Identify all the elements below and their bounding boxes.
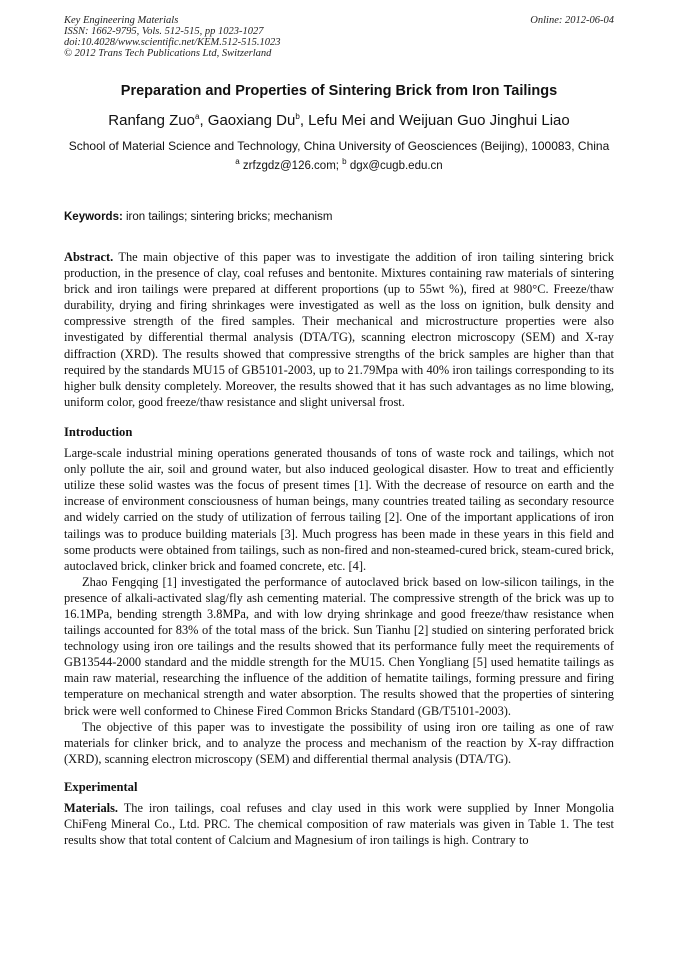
- abstract-text: The main objective of this paper was to investigate the addition of iron tailing sintering brick production, in the presence of clay, coal refuses and bentonite. Mixtures containing raw materials of sintering brick and iron tailings were prepared at different proportions (up to 55wt %), fired at 980°C. Freeze/thaw durability, drying and firing shrinkages were investigated as well as the loss on ignition, bulk density and compressive strength of the fired samples. Their mechanical and microstructure properties were also investigated by differential thermal analysis (DTA/TG), scanning electron microscopy (SEM) and X-ray diffraction (XRD). The results showed that compressive strengths of the brick samples are higher than that required by the standards MU15 of GB5101-2003, up to 21.79Mpa with 40% iron tailings corresponding to its higher bulk density completely. Moreover, the results showed that it has such advantages as no lime blowing, uniform color, good freeze/thaw resistance and slight universal frost.: [64, 250, 614, 409]
- email-link[interactable]: zrfzgdz@126.com;: [239, 160, 343, 172]
- author-separator: ,: [199, 112, 208, 129]
- email-superscript: b: [342, 157, 347, 167]
- body-paragraph: Large-scale industrial mining operations generated thousands of tons of waste rock and tailings, which not only pollute the air, soil and ground water, but also induced geological disaster. How to treat and efficiently utilize these solid wastes was the focus of present times [1]. With the decrease of resource on earth and the increase of environment consciousness of human beings, many countries treated tailing as secondary resource and widely carried on the study of utilization of ferrous tailing [2]. One of the important applications of iron tailings was to produce building materials [3]. Much progress has been made in these years in this field and some products were obtained from tailings, such as non-fired and non-steamed-cured brick, steam-cured brick, autoclaved brick, clinker brick and foamed concrete, etc. [4].: [64, 446, 614, 573]
- author-superscript: a: [195, 112, 200, 121]
- keywords-text: iron tailings; sintering bricks; mechanism: [122, 211, 333, 223]
- author-names-rest: , Lefu Mei and Weijuan Guo Jinghui Liao: [299, 112, 570, 129]
- paper-body: [64, 249, 614, 848]
- journal-copyright: © 2012 Trans Tech Publications Ltd, Switzerland: [64, 48, 272, 59]
- journal-issn: ISSN: 1662-9795, Vols. 512-515, pp 1023-1027: [64, 26, 264, 37]
- section-heading-experimental: Experimental: [64, 779, 138, 794]
- author-superscript: b: [295, 112, 300, 121]
- author-list: [64, 112, 614, 130]
- keywords: [64, 210, 614, 225]
- materials-text: The iron tailings, coal refuses and clay used in this work were supplied by Inner Mongolia ChiFeng Mineral Co., Ltd. PRC. The chemical composition of raw materials was given in Table 1. The test results show that total content of Calcium and Magnesium of iron tailings is high. Contrary to: [64, 801, 614, 848]
- paper-title: Preparation and Properties of Sintering Brick from Iron Tailings: [120, 83, 558, 99]
- keywords-label: Keywords:: [64, 211, 123, 223]
- body-paragraph: The objective of this paper was to investigate the possibility of using iron ore tailing as one of raw materials for clinker brick, and to analyze the process and mechanism of the reaction by X-ray diffraction (XRD), scanning electron microscopy (SEM) and differential thermal analysis (DTA/TG).: [64, 719, 614, 766]
- email-link[interactable]: dgx@cugb.edu.cn: [346, 160, 443, 172]
- section-heading-introduction: Introduction: [64, 424, 133, 439]
- author-name: Ranfang Zuo: [108, 112, 195, 129]
- title-block: [64, 82, 614, 174]
- abstract-label: Abstract.: [64, 250, 114, 264]
- journal-name: Key Engineering Materials: [64, 15, 179, 26]
- email-superscript: a: [235, 157, 240, 167]
- author-emails: [64, 158, 614, 174]
- journal-doi[interactable]: doi:10.4028/www.scientific.net/KEM.512-515.1023: [64, 37, 281, 48]
- materials-label: Materials.: [64, 801, 119, 815]
- materials-paragraph: [64, 800, 614, 848]
- journal-header: [64, 15, 614, 59]
- online-date: Online: 2012-06-04: [530, 15, 614, 26]
- body-paragraph: Zhao Fengqing [1] investigated the performance of autoclaved brick based on low-silicon tailings, in the presence of alkali-activated slag/fly ash cementing material. The compressive strength of the brick was up to 16.1MPa, bending strength 3.8MPa, and with low drying shrinkage and good freeze/thaw resistance when tailings accounted for 83% of the total mass of the brick. Sun Tianhu [2] studied on sintering perforated brick technology using iron ore tailings and the results showed that its performance fully meet the requirements of GB13544-2000 standard and the middle strength for the MU15. Chen Yongliang [5] used hematite tailings as main raw material, researching the influence of the addition of hematite tailings, forming pressure and firing temperature on mechanical strength and water absorption. The results showed that the properties of sintering brick were well conformed to Chinese Fired Common Bricks Standard (GB/T5101-2003).: [64, 574, 614, 718]
- affiliation: School of Material Science and Technology, China University of Geosciences (Beijing), 100083, China: [68, 139, 610, 153]
- author-name: Gaoxiang Du: [207, 112, 296, 129]
- abstract-paragraph: [64, 249, 614, 410]
